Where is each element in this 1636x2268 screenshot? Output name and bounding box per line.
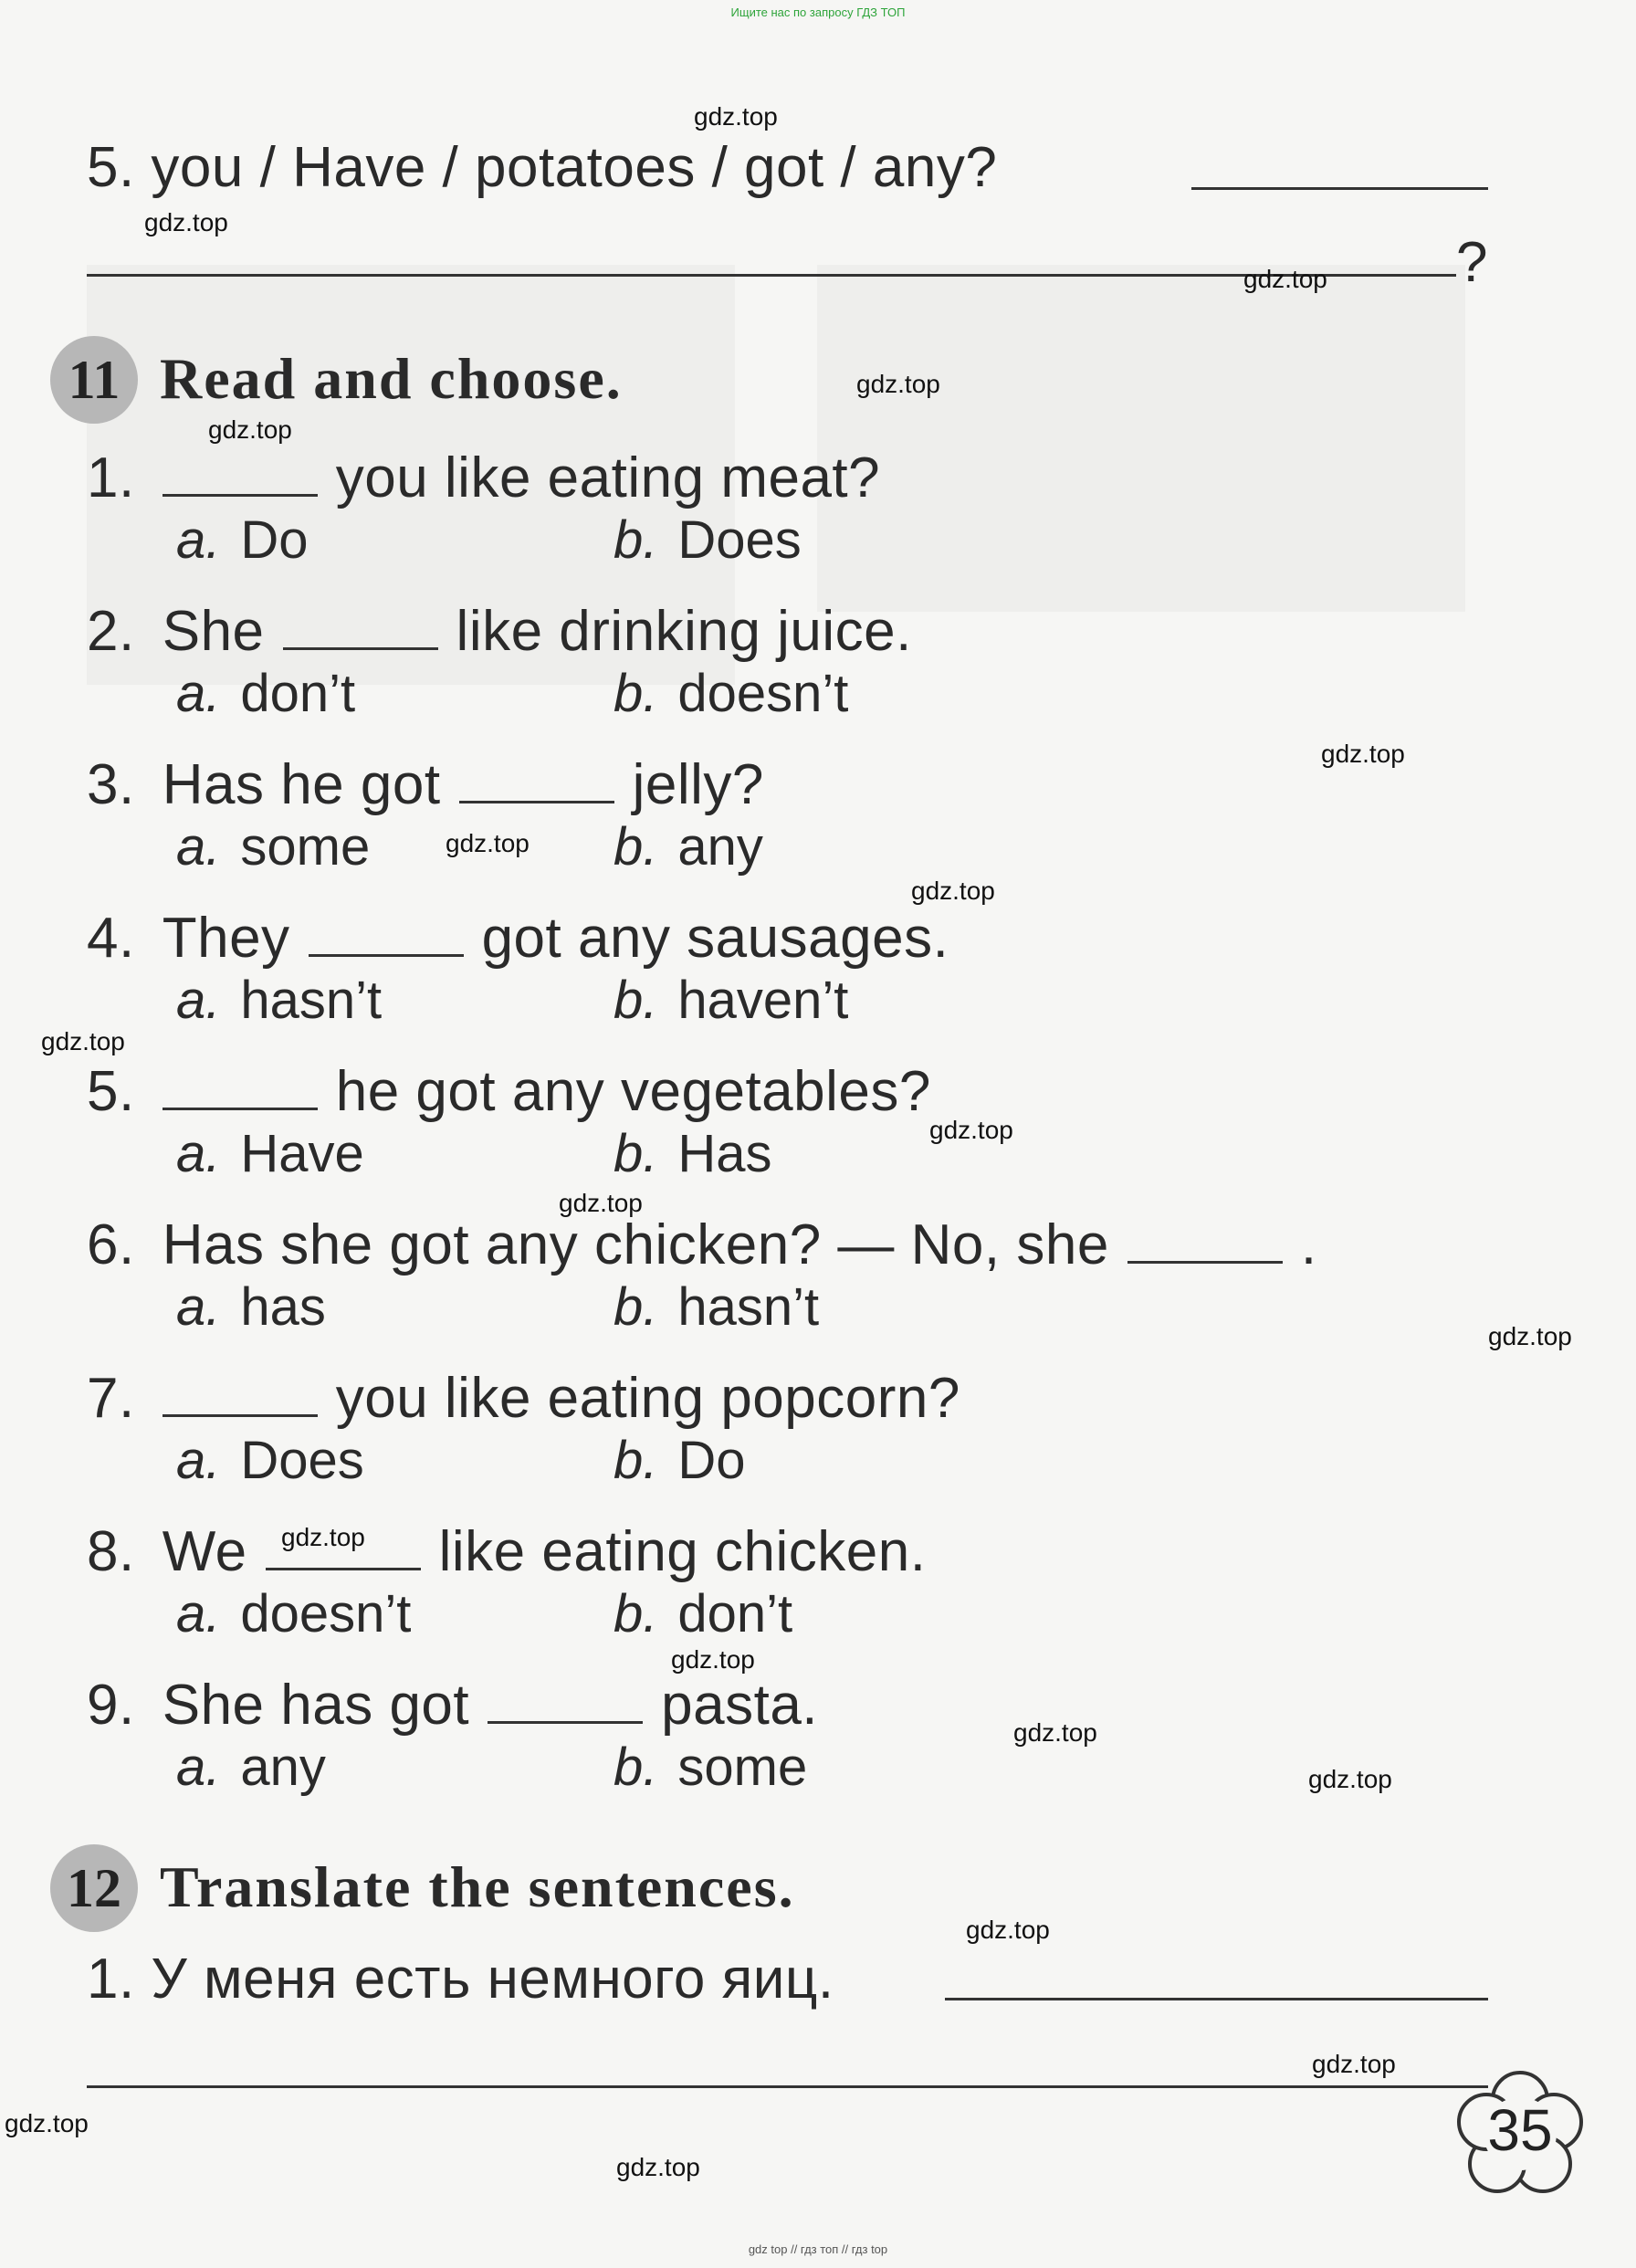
- item-text-after: pasta.: [661, 1674, 819, 1737]
- answer-blank[interactable]: [163, 1108, 318, 1110]
- option-letter: b.: [614, 1584, 658, 1643]
- answer-blank[interactable]: [459, 801, 614, 803]
- watermark: gdz.top: [966, 1916, 1050, 1944]
- item-number: 5.: [87, 1060, 135, 1123]
- answer-blank[interactable]: [1127, 1261, 1283, 1264]
- option-b[interactable]: [614, 1276, 819, 1338]
- option-letter: a.: [176, 1277, 221, 1337]
- watermark: gdz.top: [1013, 1718, 1097, 1747]
- option-text: any: [677, 817, 763, 877]
- exercise-11-item: [87, 1213, 1317, 1277]
- option-a[interactable]: [176, 1430, 364, 1491]
- item-number: 9.: [87, 1674, 135, 1737]
- item-number: 3.: [87, 753, 135, 816]
- watermark: gdz.top: [1243, 265, 1327, 293]
- option-b[interactable]: [614, 1430, 746, 1491]
- watermark: gdz.top: [1308, 1765, 1392, 1793]
- watermark: gdz.top: [1312, 2050, 1396, 2078]
- option-a[interactable]: [176, 509, 309, 571]
- item-text-before: Has she got any chicken? — No, she: [162, 1213, 1109, 1276]
- item-text-after: .: [1300, 1213, 1317, 1276]
- option-a[interactable]: [176, 816, 370, 877]
- watermark: gdz.top: [929, 1116, 1013, 1144]
- item-text-before: She: [162, 600, 265, 663]
- option-text: hasn’t: [240, 971, 383, 1030]
- option-text: don’t: [677, 1584, 793, 1643]
- item-number: 4.: [87, 907, 135, 970]
- page-number: 35: [1487, 2097, 1553, 2163]
- exercise-11-item: [87, 1059, 931, 1124]
- answer-blank[interactable]: [163, 494, 318, 497]
- option-letter: b.: [614, 1431, 658, 1490]
- item-text-after: like drinking juice.: [456, 600, 912, 663]
- option-b[interactable]: [614, 1737, 807, 1798]
- option-letter: a.: [176, 971, 221, 1030]
- option-b[interactable]: [614, 970, 848, 1031]
- watermark: gdz.top: [446, 829, 530, 857]
- item-number: 1.: [87, 446, 135, 509]
- option-text: some: [240, 817, 371, 877]
- option-letter: a.: [176, 817, 221, 877]
- option-text: hasn’t: [677, 1277, 820, 1337]
- answer-blank[interactable]: [488, 1721, 643, 1724]
- option-b[interactable]: [614, 509, 802, 571]
- item-number: 2.: [87, 600, 135, 663]
- option-letter: a.: [176, 1584, 221, 1643]
- watermark: gdz.top: [144, 208, 228, 236]
- exercise-11-item: [87, 446, 880, 510]
- exercise-11-title: Read and choose.: [160, 346, 623, 411]
- answer-line[interactable]: [1191, 187, 1488, 190]
- showthrough-block: [817, 265, 1465, 612]
- option-a[interactable]: [176, 1276, 326, 1338]
- option-a[interactable]: [176, 970, 382, 1031]
- option-a[interactable]: [176, 1583, 411, 1644]
- option-letter: b.: [614, 1738, 658, 1797]
- top-banner: Ищите нас по запросу ГДЗ ТОП: [730, 5, 906, 19]
- watermark: gdz.top: [559, 1189, 643, 1217]
- exercise-11-badge: 11: [50, 336, 138, 424]
- item-text-before: Has he got: [162, 753, 441, 816]
- watermark: gdz.top: [616, 2153, 700, 2181]
- option-letter: b.: [614, 1124, 658, 1183]
- option-b[interactable]: [614, 816, 763, 877]
- item-text-after: like eating chicken.: [438, 1520, 927, 1583]
- option-text: Do: [240, 510, 309, 570]
- option-letter: b.: [614, 510, 658, 570]
- option-letter: a.: [176, 1124, 221, 1183]
- item-number: 7.: [87, 1367, 135, 1430]
- option-a[interactable]: [176, 663, 355, 724]
- bottom-banner: gdz top // гдз топ // гдз top: [748, 2242, 888, 2256]
- option-letter: a.: [176, 1738, 221, 1797]
- exercise-11-item: [87, 599, 912, 664]
- watermark: gdz.top: [1488, 1322, 1572, 1350]
- option-letter: b.: [614, 1277, 658, 1337]
- option-text: has: [240, 1277, 326, 1337]
- option-text: Do: [677, 1431, 746, 1490]
- exercise-11-item: [87, 1366, 960, 1431]
- item-text-before: They: [162, 907, 290, 970]
- answer-blank[interactable]: [266, 1568, 421, 1570]
- option-text: any: [240, 1738, 326, 1797]
- option-text: don’t: [240, 664, 356, 723]
- option-letter: a.: [176, 510, 221, 570]
- item-text-after: you like eating meat?: [335, 446, 881, 509]
- watermark: gdz.top: [911, 877, 995, 905]
- option-letter: b.: [614, 664, 658, 723]
- option-text: Does: [677, 510, 802, 570]
- exercise-12-item-1: 1. У меня есть немного яиц.: [87, 1948, 834, 2011]
- answer-blank[interactable]: [309, 954, 464, 957]
- watermark: gdz.top: [694, 102, 778, 131]
- item-text-before: We: [162, 1520, 247, 1583]
- option-text: some: [677, 1738, 808, 1797]
- answer-blank[interactable]: [163, 1414, 318, 1417]
- item-number: 8.: [87, 1520, 135, 1583]
- option-a[interactable]: [176, 1737, 326, 1798]
- item-text-before: She has got: [162, 1674, 470, 1737]
- exercise-11-item: [87, 906, 949, 971]
- watermark: gdz.top: [208, 415, 292, 444]
- option-letter: a.: [176, 664, 221, 723]
- option-letter: a.: [176, 1431, 221, 1490]
- item-text-after: got any sausages.: [481, 907, 949, 970]
- option-letter: b.: [614, 971, 658, 1030]
- item-text-after: he got any vegetables?: [335, 1060, 931, 1123]
- option-text: Does: [240, 1431, 364, 1490]
- option-b[interactable]: [614, 663, 848, 724]
- exercise-12-badge: 12: [50, 1844, 138, 1932]
- option-letter: b.: [614, 817, 658, 877]
- answer-line[interactable]: [945, 1998, 1488, 2000]
- item-text-after: you like eating popcorn?: [335, 1367, 960, 1430]
- item-number: 6.: [87, 1213, 135, 1276]
- watermark: gdz.top: [281, 1523, 365, 1551]
- item-text-after: jelly?: [632, 753, 764, 816]
- option-a[interactable]: [176, 1123, 364, 1184]
- answer-blank[interactable]: [283, 647, 438, 650]
- watermark: gdz.top: [856, 370, 940, 398]
- watermark: gdz.top: [1321, 740, 1405, 768]
- exercise-11-item: [87, 1519, 926, 1584]
- option-b[interactable]: [614, 1583, 792, 1644]
- prev-item-5: 5. you / Have / potatoes / got / any?: [87, 136, 998, 199]
- option-text: haven’t: [677, 971, 849, 1030]
- exercise-11-item: [87, 752, 764, 817]
- exercise-12-title: Translate the sentences.: [160, 1854, 795, 1919]
- answer-line[interactable]: [87, 2085, 1488, 2088]
- option-text: doesn’t: [677, 664, 849, 723]
- exercise-11-item: [87, 1673, 818, 1738]
- watermark: gdz.top: [5, 2109, 89, 2137]
- watermark: gdz.top: [41, 1027, 125, 1055]
- question-mark: ?: [1456, 231, 1488, 294]
- option-text: Have: [240, 1124, 364, 1183]
- option-text: Has: [677, 1124, 772, 1183]
- option-b[interactable]: [614, 1123, 772, 1184]
- watermark: gdz.top: [671, 1645, 755, 1674]
- option-text: doesn’t: [240, 1584, 412, 1643]
